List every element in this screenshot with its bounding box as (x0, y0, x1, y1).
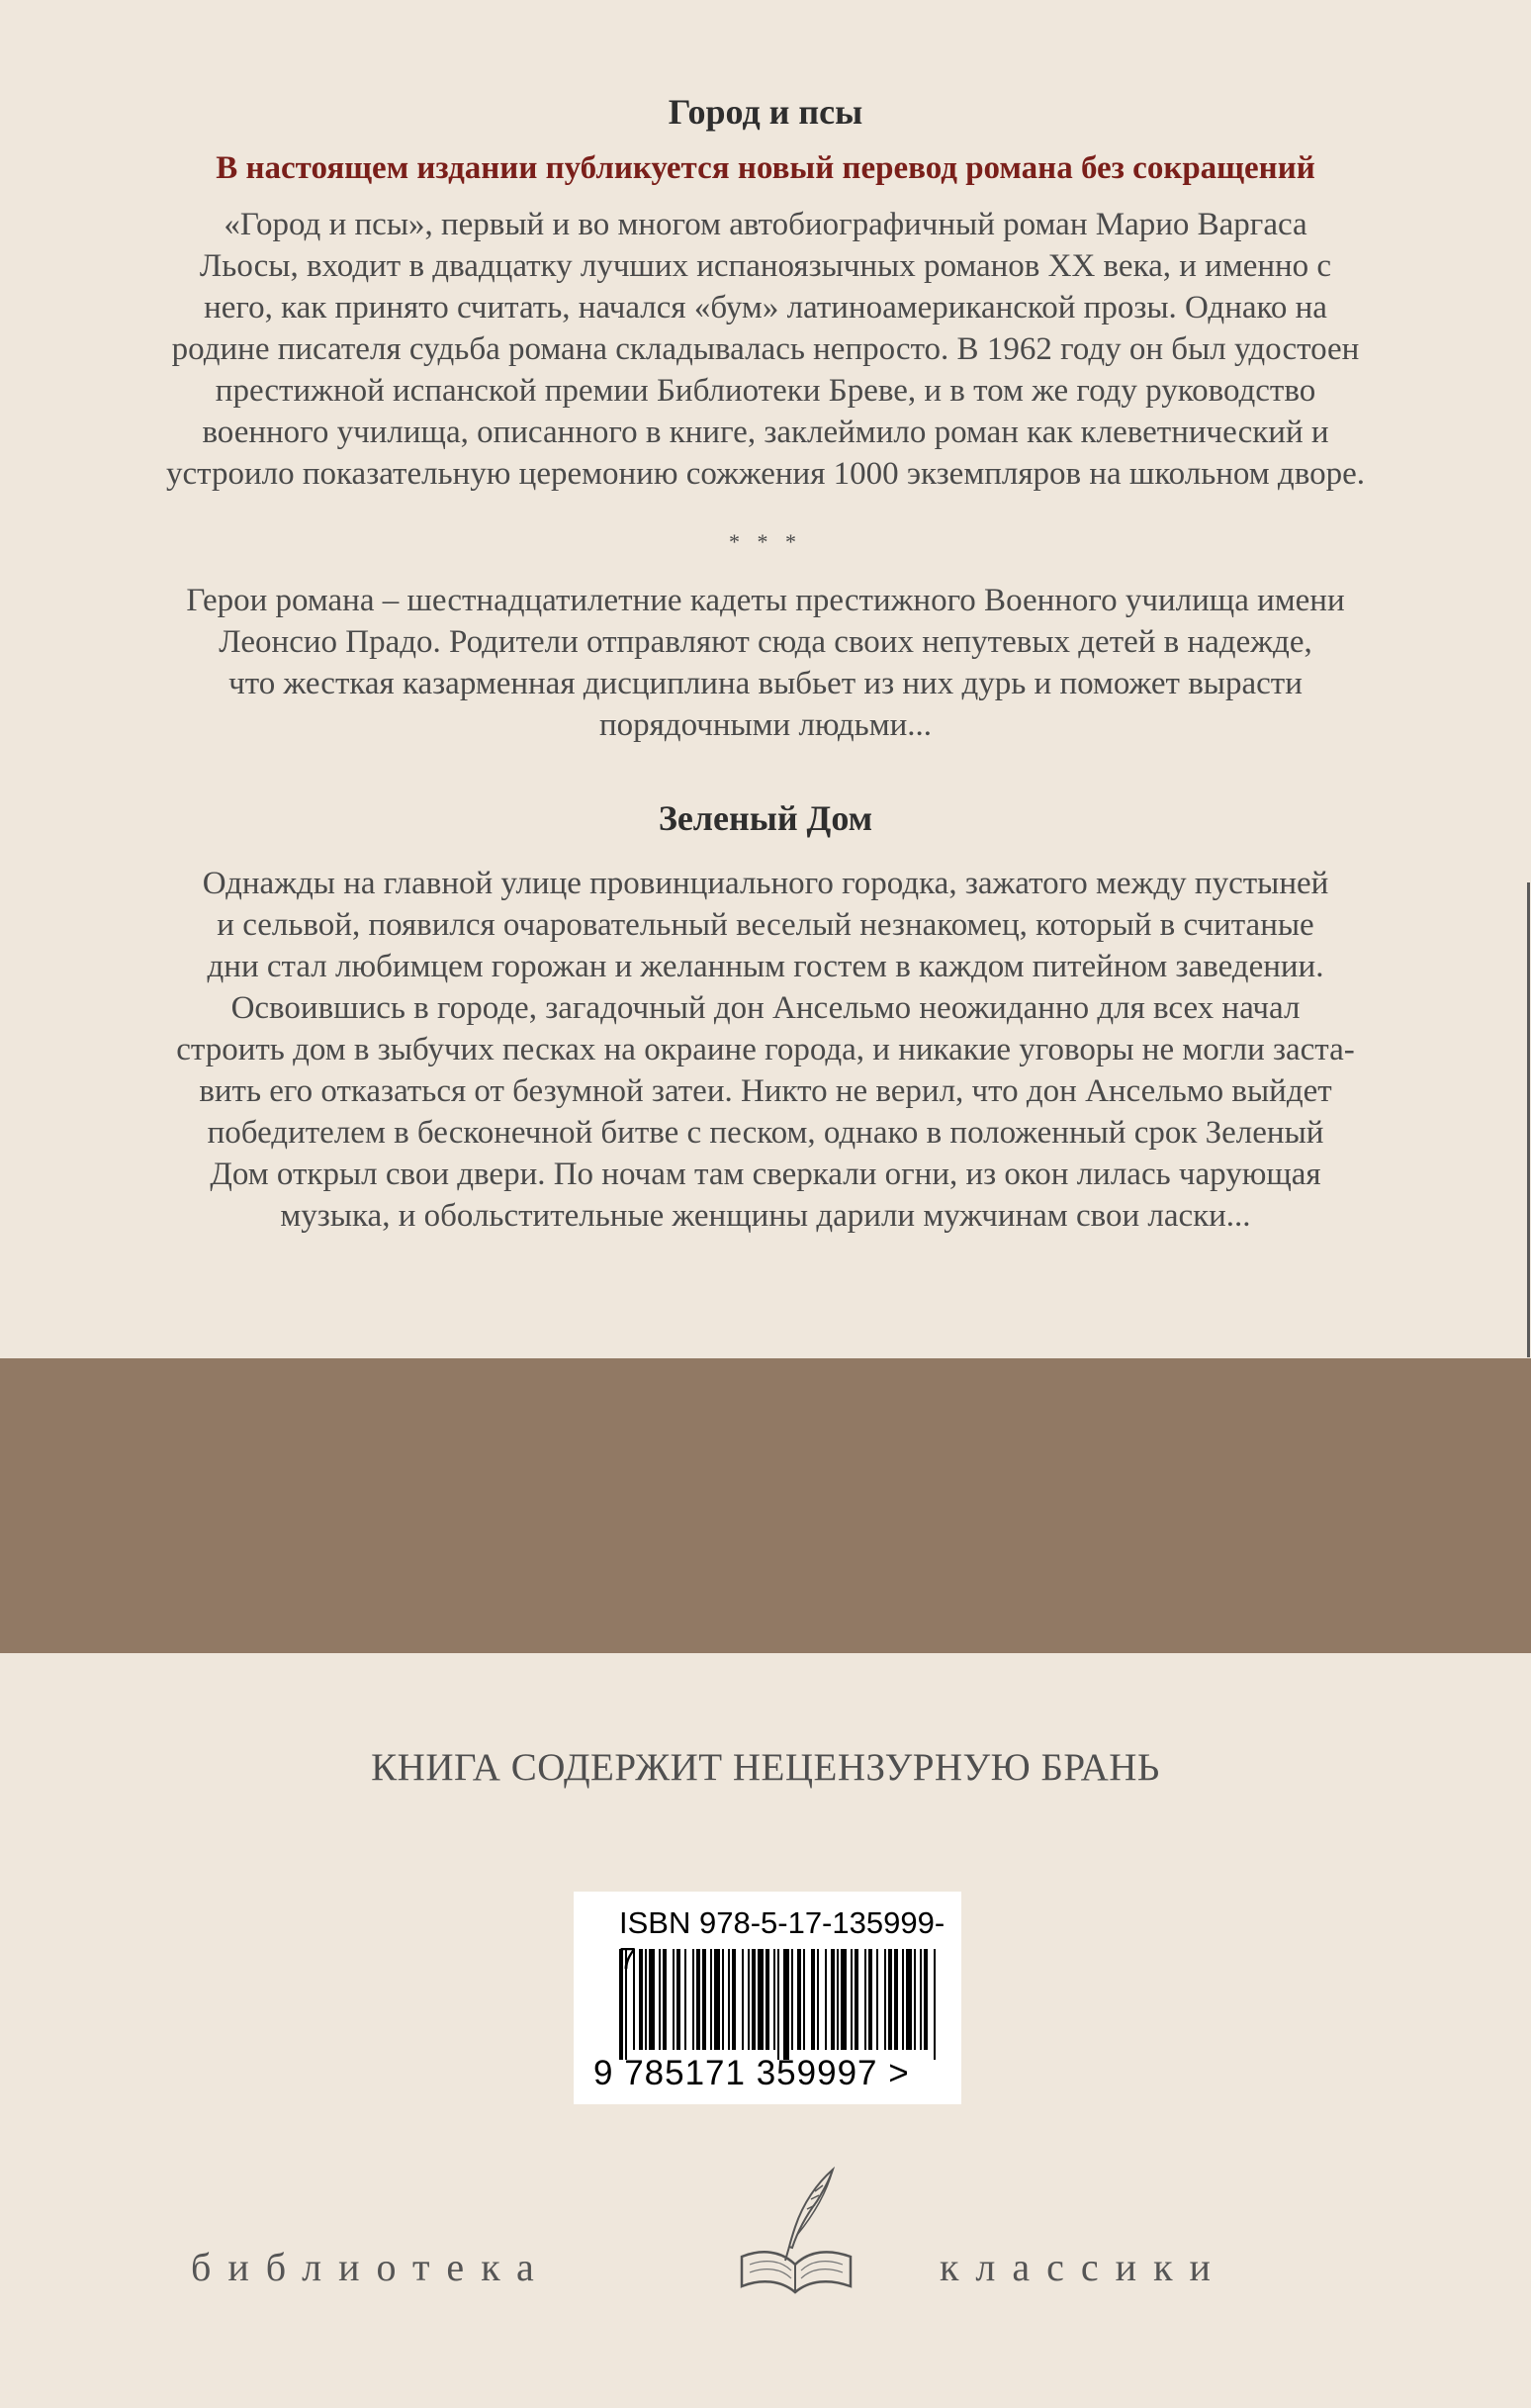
separator-stars: * * * (729, 529, 802, 554)
book1-title: Город и псы (668, 92, 863, 132)
text-line: родине писателя судьба романа складывалась непросто. В 1962 году он был удостоен (171, 331, 1360, 367)
isbn-barcode (574, 1892, 961, 2104)
series-name-right: классики (940, 2245, 1227, 2289)
isbn-label: ISBN 978-5-17-135999-7 (619, 1905, 946, 1976)
decorative-band (0, 1358, 1531, 1653)
text-line: победителем в бесконечной битве с песком, однако в положенный срок Зеленый (207, 1115, 1324, 1151)
text-line: военного училища, описанного в книге, заклеймило роман как клеветнический и (202, 415, 1329, 450)
text-line: Освоившись в городе, загадочный дон Ансельмо неожиданно для всех начал (230, 990, 1301, 1026)
open-book-quill-icon (732, 2162, 860, 2300)
text-line: вить его отказаться от безумной затеи. Никто не верил, что дон Ансельмо выйдет (199, 1073, 1332, 1109)
text-line: него, как принято считать, начался «бум» латиноамериканской прозы. Однако на (204, 290, 1327, 325)
book1-description (49, 204, 1482, 495)
content-warning: КНИГА СОДЕРЖИТ НЕЦЕНЗУРНУЮ БРАНЬ (371, 1746, 1160, 1789)
text-line: Однажды на главной улице провинциального городка, зажатого между пустыней (202, 866, 1329, 901)
text-line: Льосы, входит в двадцатку лучших испаноязычных романов XX века, и именно с (199, 248, 1332, 284)
text-line: «Город и псы», первый и во многом автобиографичный роман Марио Варгаса (224, 207, 1307, 242)
book1-heroes-paragraph (49, 580, 1482, 746)
text-line: музыка, и обольстительные женщины дарили мужчинам свои ласки... (280, 1198, 1251, 1234)
book2-title: Зеленый Дом (658, 798, 873, 838)
text-line: Дом открыл свои двери. По ночам там сверкали огни, из окон лилась чарующая (210, 1157, 1321, 1192)
book2-description (49, 863, 1482, 1237)
text-line: что жесткая казарменная дисциплина выбьет из них дурь и поможет вырасти (228, 666, 1303, 701)
text-line: строить дом в зыбучих песках на окраине города, и никакие уговоры не могли заста- (176, 1032, 1355, 1067)
text-line: Леонсио Прадо. Родители отправляют сюда своих непутевых детей в надежде, (219, 624, 1312, 660)
text-line: устроило показательную церемонию сожжения 1000 экземпляров на школьном дворе. (166, 456, 1365, 492)
edition-note: В настоящем издании публикуется новый перевод романа без сокращений (216, 150, 1315, 186)
text-line: и сельвой, появился очаровательный веселый незнакомец, который в считаные (217, 907, 1314, 943)
text-line: порядочными людьми... (598, 707, 933, 743)
text-line: престижной испанской премии Библиотеки Бреве, и в том же году руководство (215, 373, 1316, 409)
isbn-digits: 9 785171 359997 > (593, 2054, 910, 2092)
series-name-left: библиотека (191, 2245, 551, 2289)
text-line: Герои романа – шестнадцатилетние кадеты престижного Военного училища имени (186, 583, 1345, 618)
right-edge-line (1527, 882, 1530, 1357)
text-line: дни стал любимцем горожан и желанным гостем в каждом питейном заведении. (207, 949, 1324, 984)
